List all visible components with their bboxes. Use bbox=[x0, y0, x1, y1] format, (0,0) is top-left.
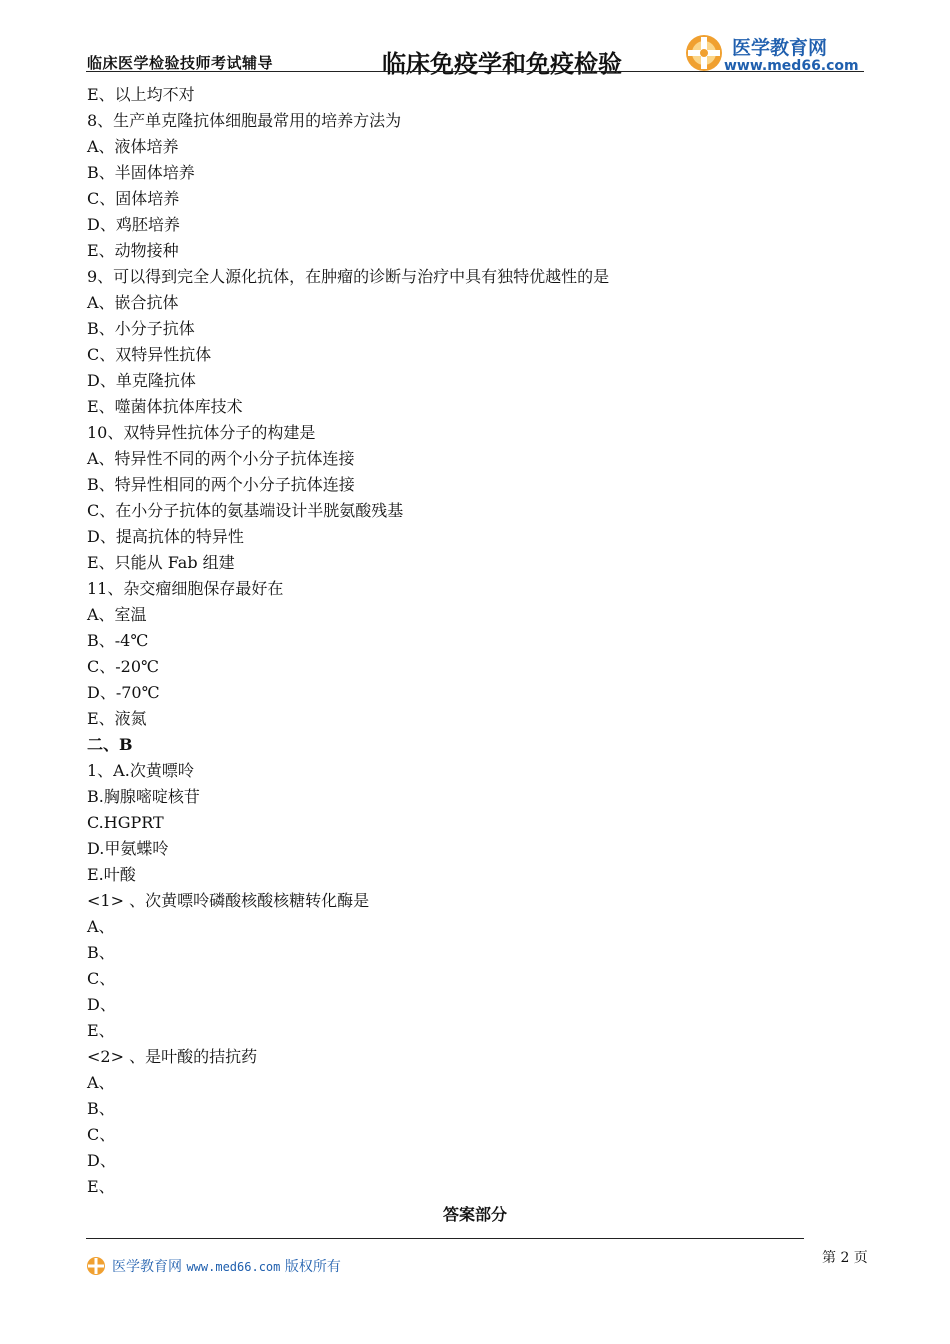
text-line: B、半固体培养 bbox=[87, 163, 195, 182]
text-line: 二、B bbox=[87, 735, 133, 754]
text-line: 10、双特异性抗体分子的构建是 bbox=[87, 423, 316, 442]
text-line: C、 bbox=[87, 969, 116, 988]
text-line: B、小分子抗体 bbox=[87, 319, 195, 338]
text-line: 8、生产单克隆抗体细胞最常用的培养方法为 bbox=[87, 111, 402, 130]
text-line: <2> 、是叶酸的拮抗药 bbox=[87, 1047, 258, 1066]
header-left-title: 临床医学检验技师考试辅导 bbox=[87, 54, 274, 72]
text-line: B.胸腺嘧啶核苷 bbox=[87, 787, 200, 806]
text-line: 9、可以得到完全人源化抗体，在肿瘤的诊断与治疗中具有独特优越性的是 bbox=[87, 267, 610, 286]
text-line: D.甲氨蝶呤 bbox=[87, 839, 169, 858]
text-line: D、提高抗体的特异性 bbox=[87, 527, 244, 546]
text-line: A、室温 bbox=[87, 605, 147, 624]
footer-logo-icon bbox=[86, 1256, 106, 1276]
text-line: B、-4℃ bbox=[87, 631, 149, 650]
text-line: E、噬菌体抗体库技术 bbox=[87, 397, 243, 416]
text-line: D、 bbox=[87, 995, 116, 1014]
logo-name: 医学教育网 bbox=[732, 37, 828, 59]
text-line: A、特异性不同的两个小分子抗体连接 bbox=[87, 449, 355, 468]
text-line: B、 bbox=[87, 1099, 115, 1118]
footer-rule bbox=[86, 1238, 804, 1239]
text-line: D、-70℃ bbox=[87, 683, 160, 702]
footer-site-url[interactable]: www.med66.com bbox=[186, 1260, 281, 1274]
text-line: A、嵌合抗体 bbox=[87, 293, 179, 312]
logo-emblem-icon bbox=[684, 33, 724, 73]
text-line: <1> 、次黄嘌呤磷酸核酸核糖转化酶是 bbox=[87, 891, 370, 910]
text-line: E.叶酸 bbox=[87, 865, 136, 884]
text-line: B、特异性相同的两个小分子抗体连接 bbox=[87, 475, 355, 494]
footer-rights: 版权所有 bbox=[284, 1259, 341, 1275]
text-line: E、以上均不对 bbox=[87, 85, 195, 104]
text-line: D、 bbox=[87, 1151, 116, 1170]
text-line: C.HGPRT bbox=[87, 813, 164, 832]
text-line: C、 bbox=[87, 1125, 116, 1144]
text-line: A、 bbox=[87, 917, 115, 936]
text-line: 11、杂交瘤细胞保存最好在 bbox=[87, 579, 284, 598]
logo-url[interactable]: www.med66.com bbox=[724, 58, 859, 74]
text-line: E、 bbox=[87, 1021, 115, 1040]
question-content bbox=[87, 82, 847, 1200]
text-line: D、鸡胚培养 bbox=[87, 215, 180, 234]
text-line: A、 bbox=[87, 1073, 115, 1092]
text-line: E、液氮 bbox=[87, 709, 147, 728]
text-line: 1、A.次黄嘌呤 bbox=[87, 761, 194, 780]
text-line: C、双特异性抗体 bbox=[87, 345, 212, 364]
footer-text bbox=[112, 1256, 341, 1276]
footer-site-name: 医学教育网 bbox=[112, 1259, 182, 1275]
text-line: E、只能从 Fab 组建 bbox=[87, 553, 235, 572]
text-line: D、单克隆抗体 bbox=[87, 371, 196, 390]
text-line: E、 bbox=[87, 1177, 115, 1196]
text-line: C、在小分子抗体的氨基端设计半胱氨酸残基 bbox=[87, 501, 404, 520]
text-line: B、 bbox=[87, 943, 115, 962]
site-logo bbox=[684, 31, 864, 75]
text-line: C、-20℃ bbox=[87, 657, 159, 676]
text-line: A、液体培养 bbox=[87, 137, 179, 156]
text-line: C、固体培养 bbox=[87, 189, 180, 208]
page-number: 第 2 页 bbox=[822, 1250, 868, 1266]
text-line: E、动物接种 bbox=[87, 241, 179, 260]
header-rule bbox=[86, 71, 864, 72]
answer-section-title: 答案部分 bbox=[442, 1205, 507, 1224]
header-center-title: 临床免疫学和免疫检验 bbox=[382, 49, 622, 78]
